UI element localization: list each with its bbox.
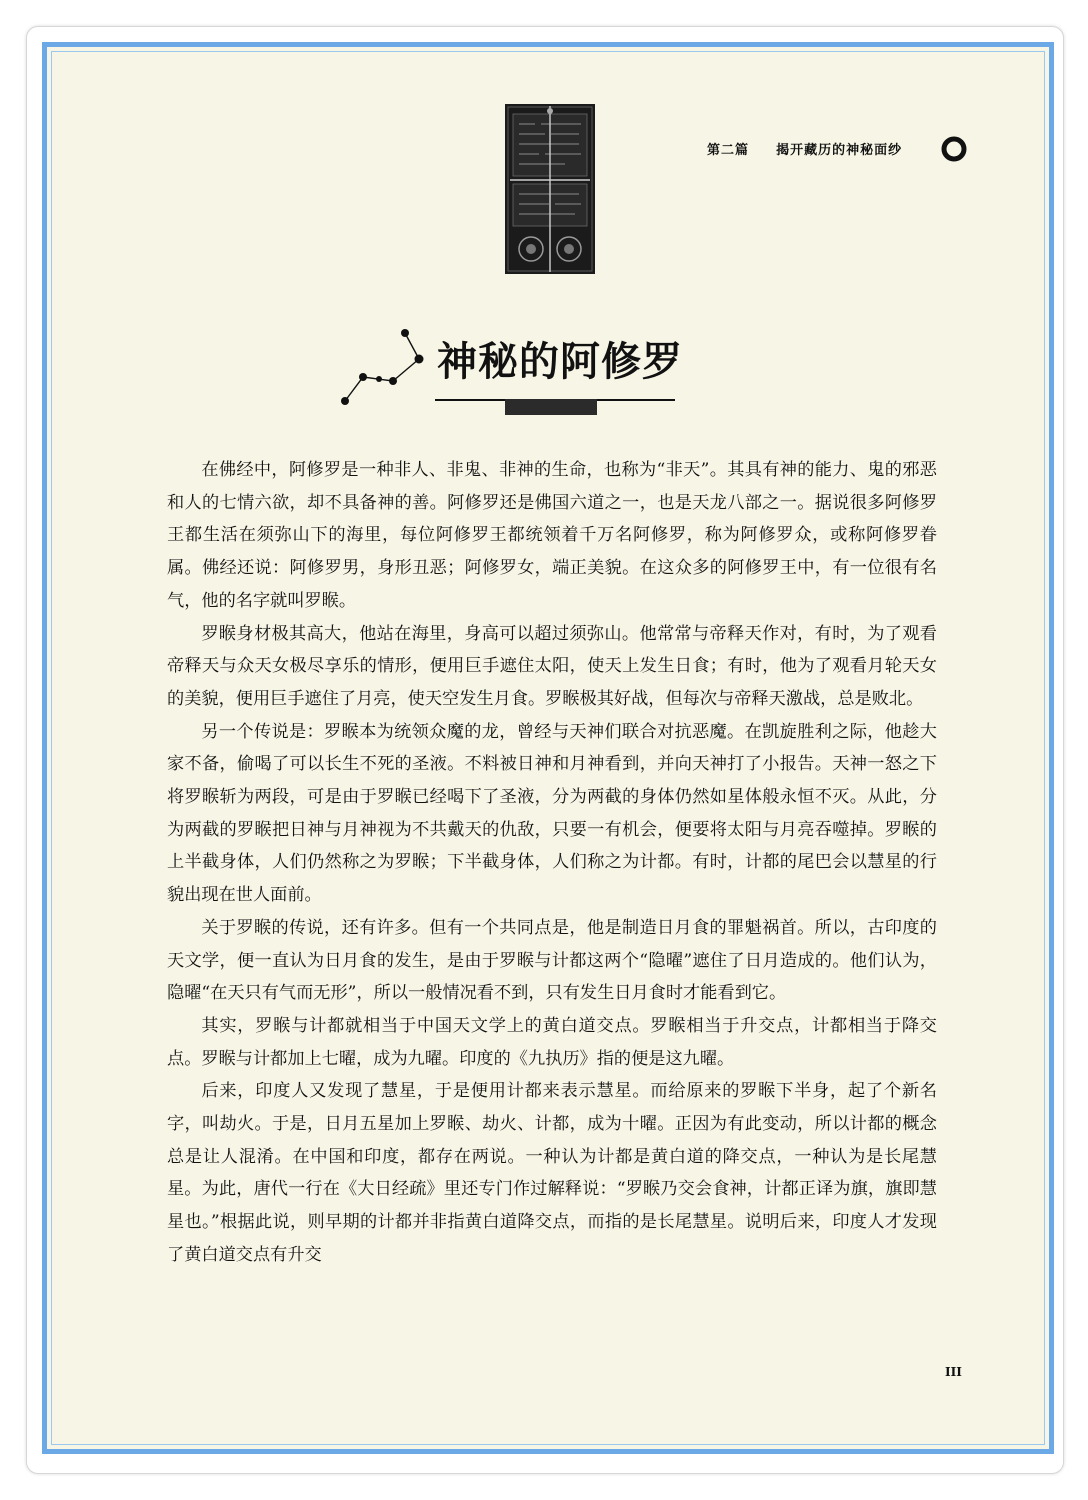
paragraph: 罗睺身材极其高大，他站在海里，身高可以超过须弥山。他常常与帝释天作对，有时，为了观看帝释天与众天女极尽享乐的情形，便用巨手遮住太阳，使天上发生日食；有时，他为了观看月轮天女的美貌，便用巨手遮住了月亮，使天空发生月食。罗睺极其好战，但每次与帝释天激战，总是败北。	[167, 623, 937, 709]
title-accent-bar	[505, 399, 597, 415]
page-title: 神秘的阿修罗	[437, 338, 683, 385]
paragraph: 后来，印度人又发现了慧星，于是便用计都来表示慧星。而给原来的罗睺下半身，起了个新名字，叫劫火。于是，日月五星加上罗睺、劫火、计都，成为十曜。正因为有此变动，所以计都的概念总是让人混淆。在中国和印度，都存在两说。一种认为计都是黄白道的降交点，一种认为是长尾慧星。为此，唐代一行在《大日经疏》里还专门作过解释说：“罗睺乃交会食神，计都正译为旗，旗即慧星也。”根据此说，则早期的计都并非指黄白道降交点，而指的是长尾慧星。说明后来，印度人才发现了黄白道交点有升交	[167, 1081, 937, 1265]
running-head	[707, 139, 927, 165]
constellation-icon	[339, 327, 429, 407]
ring-icon	[940, 135, 968, 163]
article-body	[167, 454, 937, 1272]
part-title: 揭开藏历的神秘面纱	[776, 143, 903, 158]
paragraph: 其实，罗睺与计都就相当于中国天文学上的黄白道交点。罗睺相当于升交点，计都相当于降交点。罗睺与计都加上七曜，成为九曜。印度的《九执历》指的便是这九曜。	[167, 1015, 937, 1069]
paragraph: 另一个传说是：罗睺本为统领众魔的龙，曾经与天神们联合对抗恶魔。在凯旋胜利之际，他趁大家不备，偷喝了可以长生不死的圣液。不料被日神和月神看到，并向天神打了小报告。天神一怒之下将罗睺斩为两段，可是由于罗睺已经喝下了圣液，分为两截的身体仍然如星体般永恒不灭。从此，分为两截的罗睺把日神与月神视为不共戴天的仇敌，只要一有机会，便要将太阳与月亮吞噬掉。罗睺的上半截身体，人们仍然称之为罗睺；下半截身体，人们称之为计都。有时，计都的尾巴会以慧星的行貌出现在世人面前。	[167, 721, 937, 906]
paragraph: 在佛经中，阿修罗是一种非人、非鬼、非神的生命，也称为“非天”。其具有神的能力、鬼的邪恶和人的七情六欲，却不具备神的善。阿修罗还是佛国六道之一，也是天龙八部之一。据说很多阿修罗王都生活在须弥山下的海里，每位阿修罗王都统领着千万名阿修罗，称为阿修罗众，或称阿修罗眷属。佛经还说：阿修罗男，身形丑恶；阿修罗女，端正美貌。在这众多的阿修罗王中，有一位很有名气，他的名字就叫罗睺。	[167, 460, 937, 611]
page-frame	[42, 42, 1054, 1454]
paragraph: 关于罗睺的传说，还有许多。但有一个共同点是，他是制造日月食的罪魁祸首。所以，古印度的天文学，便一直认为日月食的发生，是由于罗睺与计都这两个“隐曜”遮住了日月造成的。他们认为，隐曜“在天只有气而无形”，所以一般情况看不到，只有发生日月食时才能看到它。	[167, 917, 937, 1004]
page-number: III	[945, 1365, 962, 1379]
part-label: 第二篇	[707, 143, 750, 158]
thangka-icon	[505, 104, 595, 274]
